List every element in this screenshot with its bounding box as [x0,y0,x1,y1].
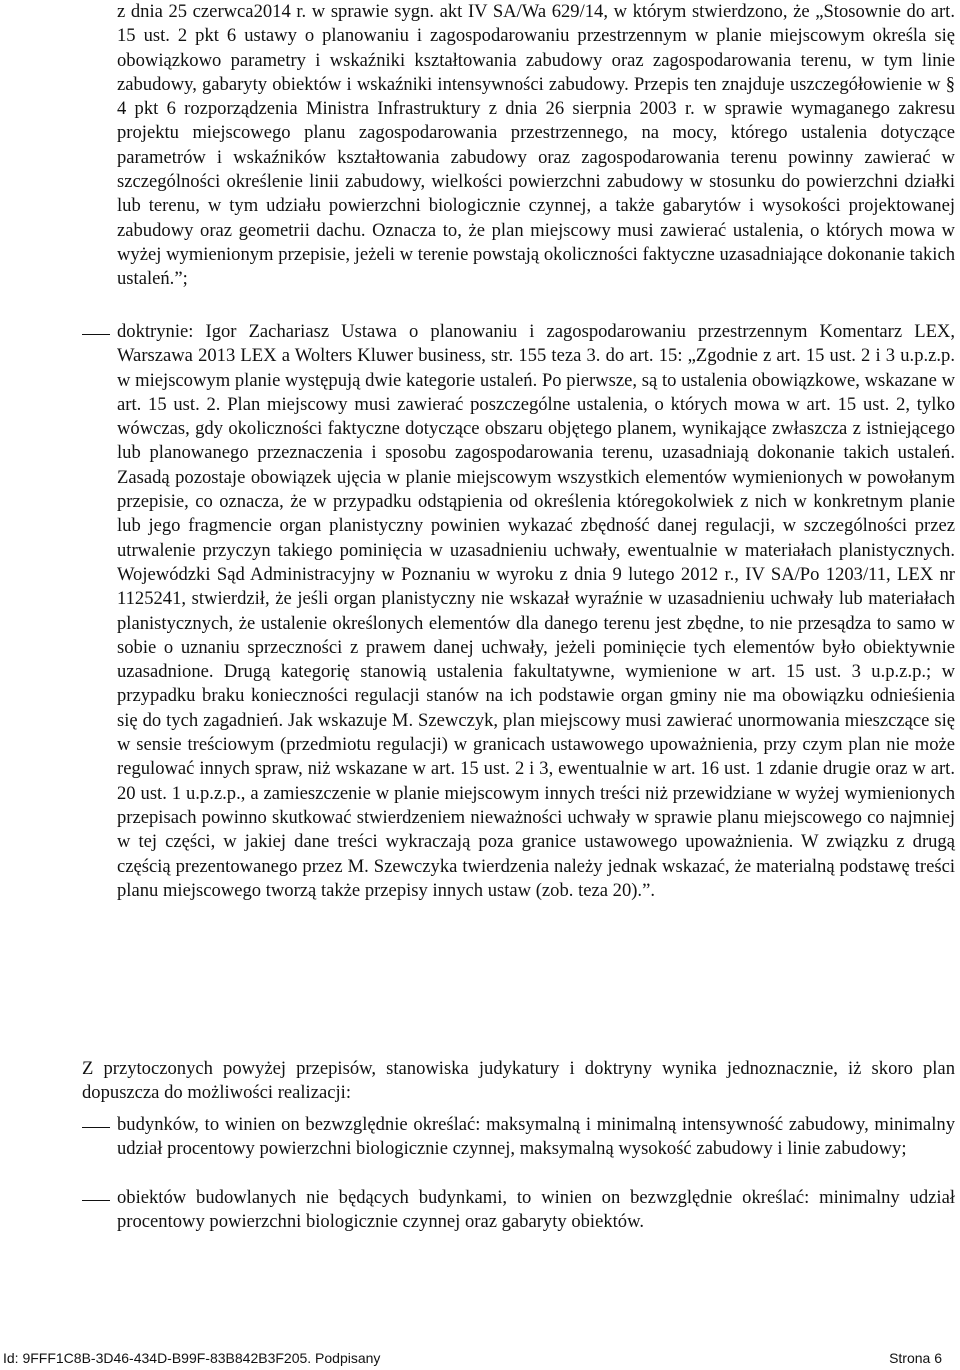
objects-list-item: obiektów budowlanych nie będących budynkami, to winien on bezwzględnie określać: minimalny udział procentowy powierzchni biologicznie czynnej oraz gabaryty obiektów. [117,1187,955,1233]
doctrine-list-item: doktrynie: Igor Zachariasz Ustawa o planowaniu i zagospodarowaniu przestrzennym Komentarz LEX, Warszawa 2013 LEX a Wolters Kluwer business, str. 155 teza 3. do art. 15: „Zgodnie z art. 15 ust. 2 i 3 u.p.z.p. w miejscowym planie występują dwie kategorie ustaleń. Po pierwsze, są to ustalenia obowiązkowe, wskazane w art. 15 ust. 2. Plan miejscowy musi zawierać poszczególne ustalenia, o których mowa w art. 15 ust. 2, tylko wówczas, gdy okoliczności faktyczne dotyczące obszaru objętego planem, wynikające zwłaszcza z istniejącego lub planowanego przeznaczenia i sposobu zagospodarowania terenu, uzasadniają dokonanie takich ustaleń. Zasadą pozostaje obowiązek ujęcia w planie miejscowym wszystkich elementów wymienionych w powołanym przepisie, co oznacza, że w przypadku odstąpienia od określenia któregokolwiek z nich w konkretnym planie lub jego fragmencie organ planistyczny powinien wykazać zbędność danej regulacji, w szczególności przez utrwalenie przyczyn takiego pominięcia w uzasadnieniu uchwały, ewentualnie w materiałach planistycznych. Wojewódzki Sąd Administracyjny w Poznaniu w wyroku z dnia 9 lutego 2012 r., IV SA/Po 1203/11, LEX nr 1125241, stwierdził, że jeśli organ planistyczny nie wskazał wyraźnie w uzasadnieniu uchwały lub materiałach planistycznych, że ustalenie określonych elementów dla danego terenu jest zbędne, to nie przesądza to samo w sobie o uznaniu sprzeczności z prawem danej uchwały, jeżeli pominięcie tych elementów było obiektywnie uzasadnione. Drugą kategorię stanowią ustalenia fakultatywne, wymienione w art. 15 ust. 3 u.p.z.p.; w przypadku braku konieczności regulacji stanów na ich podstawie organ gminy nie ma obowiązku odnieśienia się do tych zagadnień. Jak wskazuje M. Szewczyk, plan miejscowy musi zawierać unormowania mieszczące się w sensie treściowym (przedmiotu regulacji) w granicach ustawowego upoważnienia, przy czym plan nie może regulować innych spraw, niż wskazane w art. 15 ust. 2 i 3, ewentualnie w art. 16 ust. 1 zdanie drugie oraz w art. 20 ust. 1 u.p.z.p., a zamieszczenie w planie miejscowym innych treści niż przewidziane w wyżej wymienionych przepisach powinno skutkować stwierdzeniem nieważności uchwały w sprawie planu miejscowego co najmniej w tej części, w jakiej dane treści wykraczają poza granice ustawowego upoważnienia. W związku z drugą częścią prezentowanego przez M. Szewczyka twierdzenia należy jednak wskazać, że materialną podstawę treści planu miejscowego tworzą także przepisy innych ustaw (zob. teza 20).”. [117,321,955,901]
list-dash-marker [82,1200,110,1201]
buildings-list-item: budynków, to winien on bezwzględnie określać: maksymalną i minimalną intensywność zabudowy, minimalny udział procentowy powierzchni biologicznie czynnej, maksymalną wysokość zabudowy i linie zabudowy; [117,1114,955,1160]
page-number: Strona 6 [889,1350,942,1366]
document-id-signature: Id: 9FFF1C8B-3D46-434D-B99F-83B842B3F205. Podpisany [3,1350,381,1366]
list-dash-marker [82,334,110,335]
continued-quote-paragraph: z dnia 25 czerwca2014 r. w sprawie sygn. akt IV SA/Wa 629/14, w którym stwierdzono, że „Stosownie do art. 15 ust. 2 pkt 6 ustawy o planowaniu i zagospodarowaniu przestrzennym w planie miejscowym określa się obowiązkowo parametry i wskaźniki kształtowania zabudowy oraz zagospodarowania terenu, w tym linie zabudowy, gabaryty obiektów i wskaźniki intensywności zabudowy. Przepis ten znajduje uszczegółowienie w § 4 pkt 6 rozporządzenia Ministra Infrastruktury z dnia 26 sierpnia 2003 r. w sprawie wymaganego zakresu projektu miejscowego planu zagospodarowania przestrzennego, na mocy, którego ustalenia dotyczące parametrów i wskaźników kształtowania zabudowy oraz zagospodarowania terenu powinny zawierać w szczególności określenie linii zabudowy, wielkości powierzchni zabudowy w stosunku do powierzchni działki lub terenu, w tym udziału powierzchni biologicznie czynnej, a także gabarytów i wysokości projektowanej zabudowy oraz geometrii dachu. Oznacza to, że plan miejscowy musi zawierać ustalenia, o których mowa w wyżej wymienionym przepisie, jeżeli w terenie powstają okoliczności faktyczne uzasadniające dokonanie takich ustaleń.”; [117,1,955,290]
page-footer [0,1350,960,1370]
summary-paragraph: Z przytoczonych powyżej przepisów, stanowiska judykatury i doktryny wynika jednoznacznie, iż skoro plan dopuszcza do możliwości realizacji: [82,1058,955,1104]
list-dash-marker [82,1127,110,1128]
